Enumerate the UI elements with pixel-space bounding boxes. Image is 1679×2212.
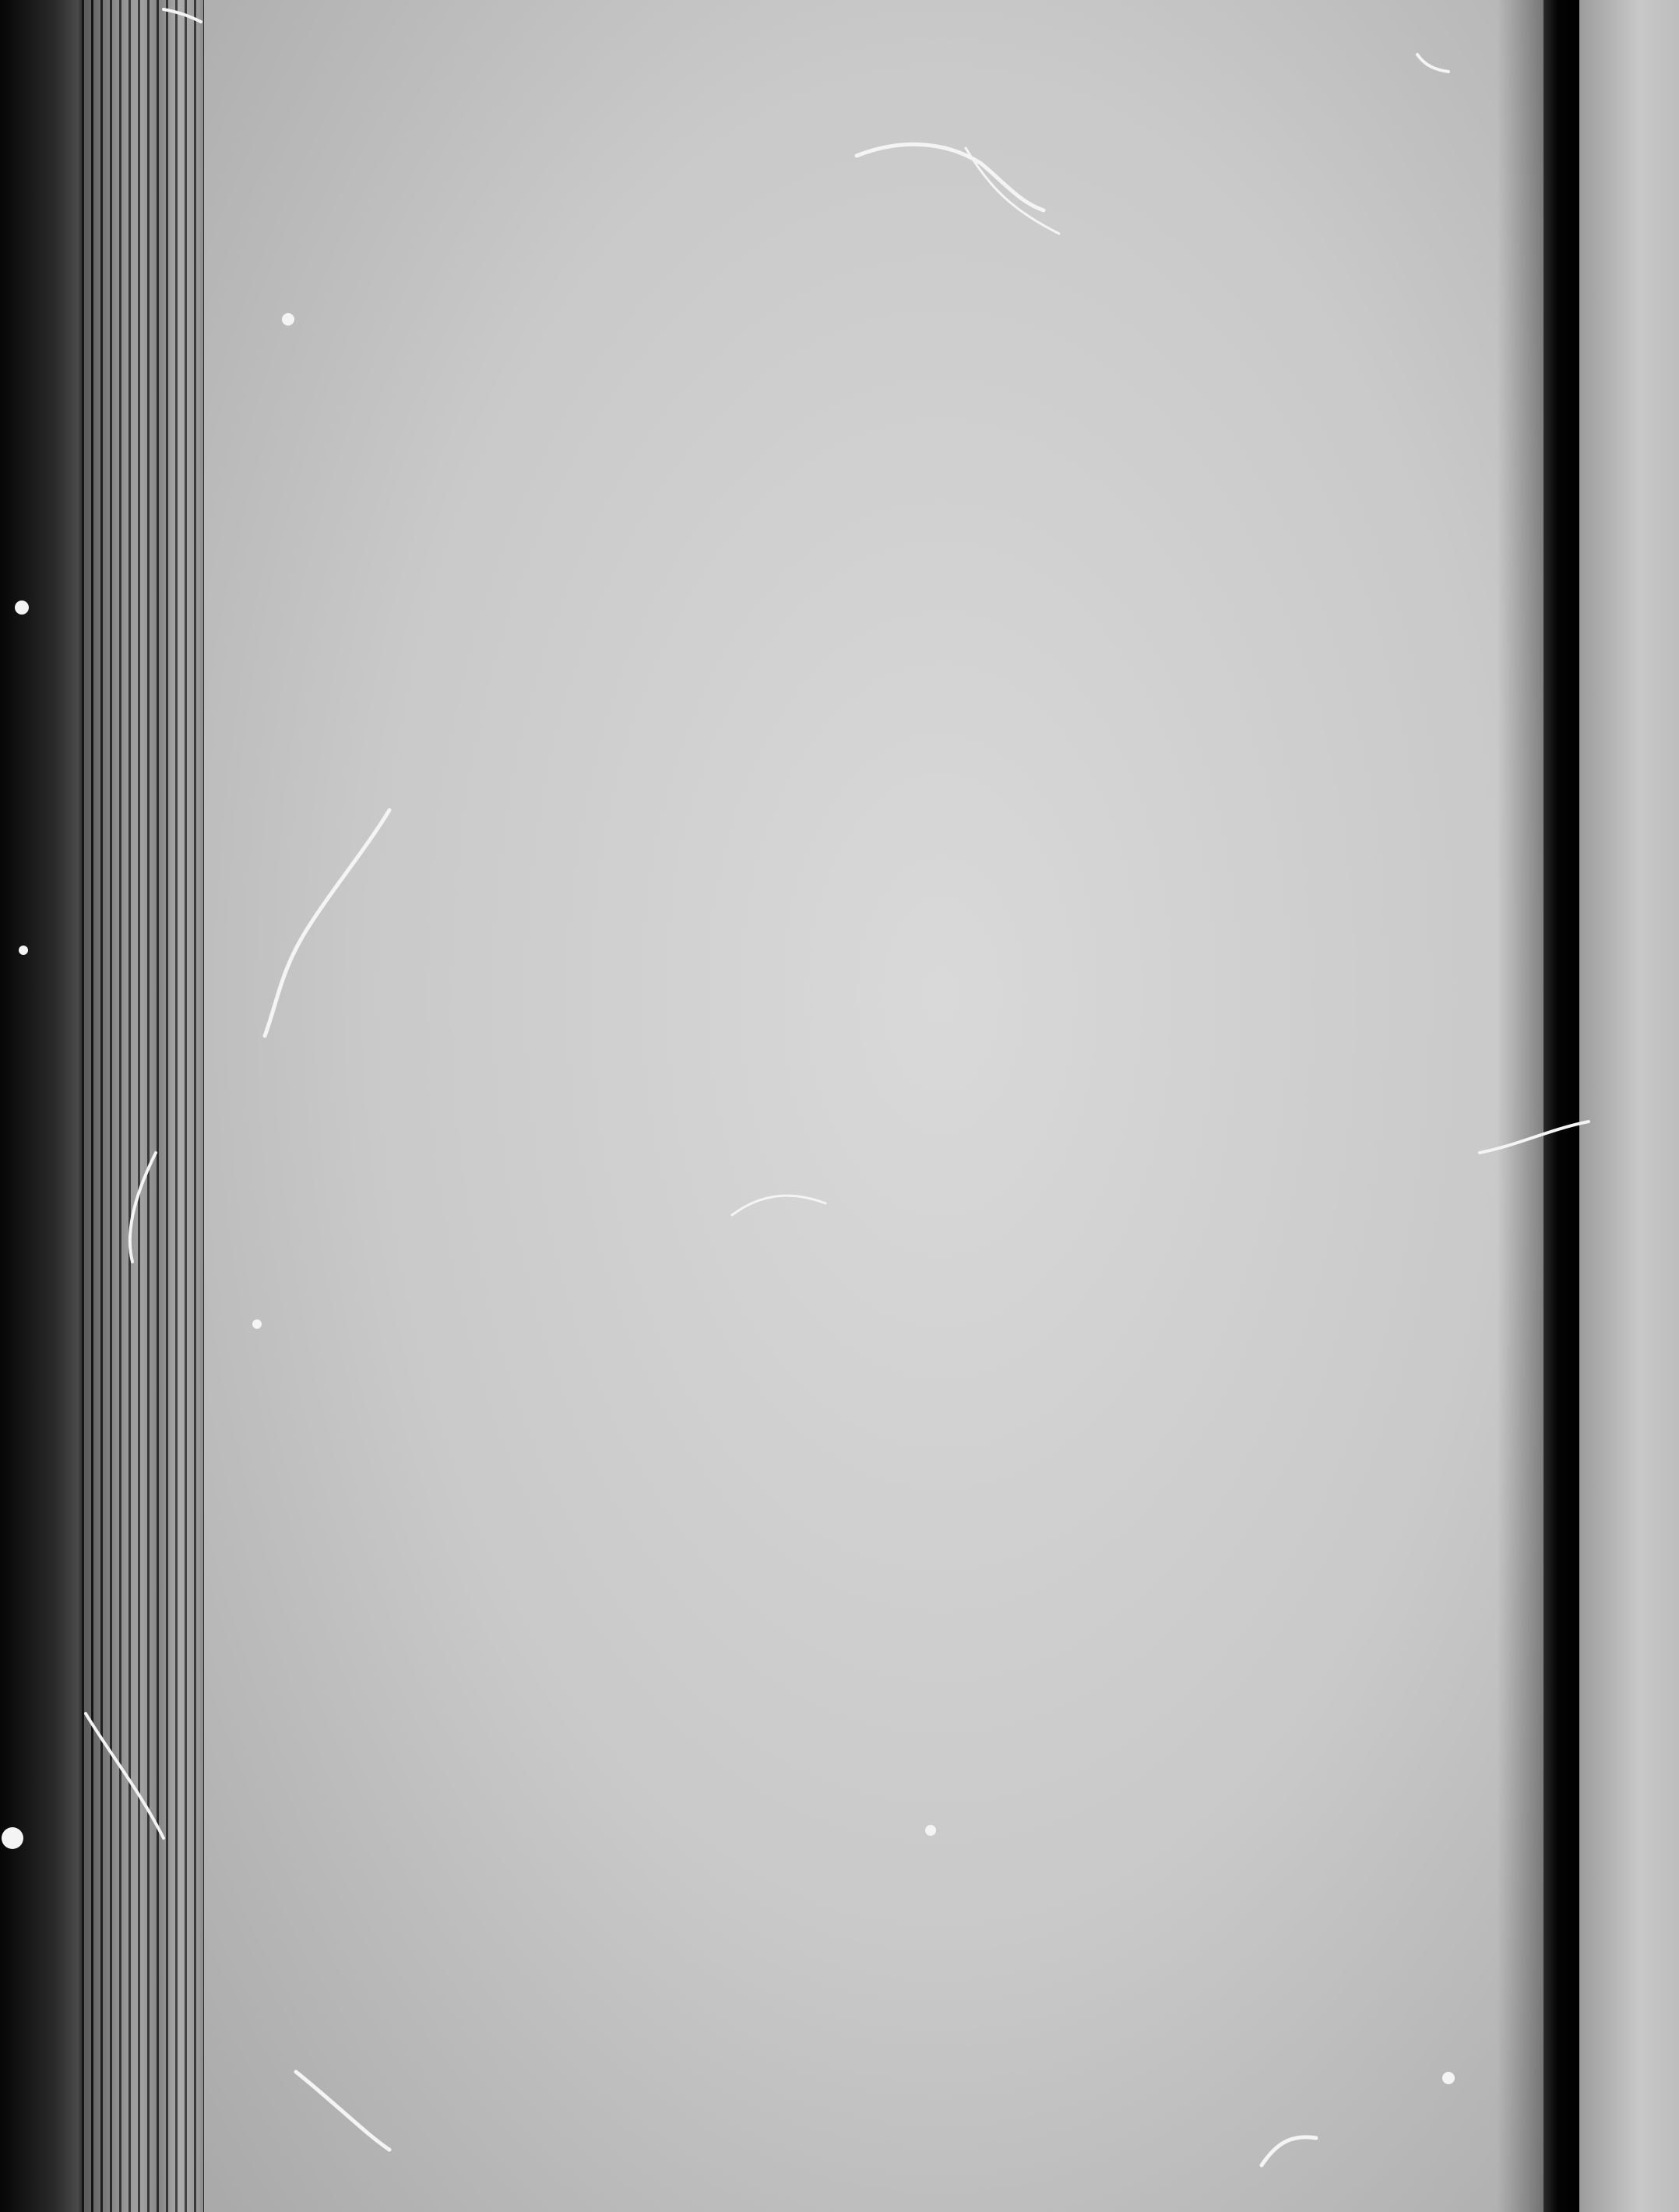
page-curl-shadow bbox=[1497, 0, 1543, 2212]
left-page bbox=[204, 0, 1543, 2212]
book-gutter bbox=[1543, 0, 1579, 2212]
page-edges bbox=[82, 0, 206, 2212]
facing-page bbox=[1579, 0, 1679, 2212]
